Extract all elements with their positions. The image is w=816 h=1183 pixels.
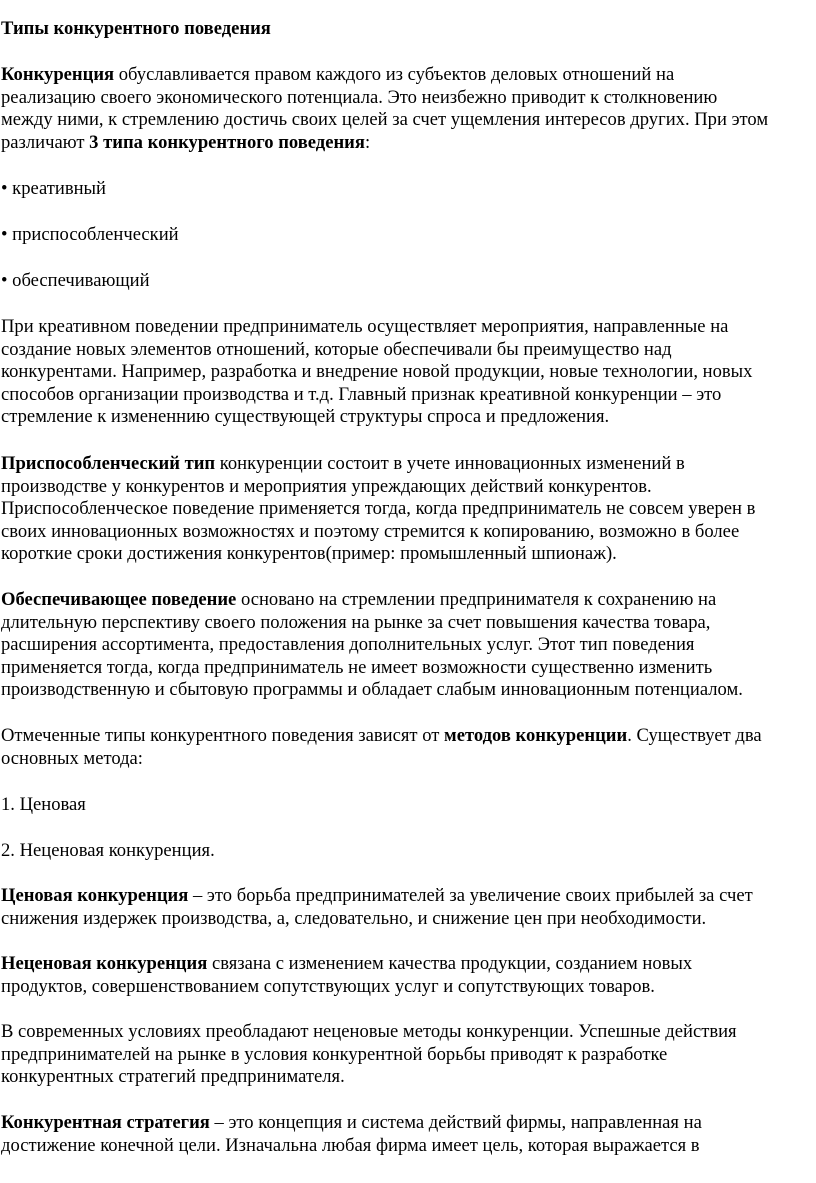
text-line: короткие сроки достижения конкурентов(пример: промышленный шпионаж). <box>1 543 617 564</box>
paragraph-supporting <box>1 589 815 702</box>
bold-term: Конкуренция <box>1 64 115 85</box>
text-line <box>1 725 815 748</box>
text-span: конкуренции состоит в учете инновационных изменений в <box>215 453 685 474</box>
text-line: создание новых элементов отношений, которые обеспечивали бы преимущество над <box>1 338 672 360</box>
text-line: применяется тогда, когда предприниматель не имеет возможности существенно изменить <box>1 656 713 678</box>
text-line: длительную перспективу своего положения на рынке за счет повышения качества товара, <box>1 611 711 633</box>
text-line: предпринимателей на рынке в условия конкурентной борьбы приводят к разработке <box>1 1043 668 1065</box>
text-span: : <box>364 131 371 153</box>
bold-term: Неценовая конкуренция <box>1 953 208 974</box>
paragraph-nonprice <box>1 953 815 998</box>
text-line: стремление к измененнию существующей структуры спроса и предложения. <box>1 406 610 427</box>
text-span: – это борьба предпринимателей за увеличение своих прибылей за счет <box>188 885 753 906</box>
text-span: связана с изменением качества продукции, созданием новых <box>207 953 693 974</box>
text-line: способов организации производства и т.д. Главный признак креативной конкуренции – это <box>1 383 722 405</box>
text-span: основано на стремлении предпринимателя к сохранению на <box>236 589 717 610</box>
text-line: снижения издержек производства, а, следовательно, и снижение цен при необходимости. <box>1 907 707 929</box>
text-line <box>1 1112 815 1135</box>
text-line: достижение конечной цели. Изначальна любая фирма имеет цель, которая выражается в <box>1 1134 700 1156</box>
paragraph-methods <box>1 725 815 770</box>
bullet-item: • приспособленческий <box>1 224 179 245</box>
bold-term: Конкурентная стратегия <box>1 1112 210 1133</box>
bold-term: Обеспечивающее поведение <box>1 589 237 610</box>
text-line <box>1 885 815 908</box>
text-line: производственную и сбытовую программы и обладает слабым инновационным потенциалом. <box>1 679 743 700</box>
paragraph-adaptive <box>1 453 815 566</box>
text-span: Отмеченные типы конкурентного поведения зависят от <box>1 725 445 746</box>
text-line <box>1 953 815 976</box>
text-span: – это концепция и система действий фирмы, направленная на <box>209 1112 702 1133</box>
paragraph-price <box>1 885 815 930</box>
paragraph-competition <box>1 64 815 154</box>
text-line <box>1 589 815 612</box>
text-line: расширения ассортимента, предоставления дополнительных услуг. Этот тип поведения <box>1 634 695 655</box>
text-line: производстве у конкурентов и мероприятия упреждающих действий конкурентов. <box>1 475 652 497</box>
method-item: 2. Неценовая конкуренция. <box>1 840 215 861</box>
text-span: различают <box>1 131 90 153</box>
title-text: Типы конкурентного поведения <box>1 18 271 39</box>
paragraph-strategy <box>1 1112 815 1157</box>
bullet-item: • креативный <box>1 178 106 199</box>
method-item: 1. Ценовая <box>1 794 86 815</box>
text-line: основных метода: <box>1 747 143 769</box>
bold-term: 3 типа конкурентного поведения <box>89 131 365 153</box>
text-line: Приспособленческое поведение применяется тогда, когда предприниматель не совсем уверен в <box>1 498 756 519</box>
paragraph-creative <box>1 316 815 429</box>
bold-term: методов конкуренции <box>444 725 628 746</box>
text-span: обуславливается правом каждого из субъектов деловых отношений на <box>114 64 675 85</box>
text-line: своих инновационных возможностях и поэтому стремится к копированию, возможно в более <box>1 520 740 542</box>
text-line: конкурентами. Например, разработка и внедрение новой продукции, новые технологии, новых <box>1 361 753 382</box>
bullet-item: • обеспечивающий <box>1 270 150 291</box>
text-line: При креативном поведении предприниматель осуществляет мероприятия, направленные на <box>1 316 729 337</box>
text-line: продуктов, совершенствованием сопутствующих услуг и сопутствующих товаров. <box>1 975 655 997</box>
text-line: В современных условиях преобладают неценовые методы конкуренции. Успешные действия <box>1 1021 737 1042</box>
text-line <box>1 132 815 155</box>
text-span: . Существует два <box>627 725 762 746</box>
text-line <box>1 453 815 476</box>
bold-term: Ценовая конкуренция <box>1 885 189 906</box>
bold-term: Приспособленческий тип <box>1 453 216 474</box>
text-line: конкурентных стратегий предпринимателя. <box>1 1066 345 1087</box>
text-line: реализацию своего экономического потенциала. Это неизбежно приводит к столкновению <box>1 86 718 108</box>
paragraph-modern <box>1 1021 815 1089</box>
text-line <box>1 64 815 87</box>
page-title <box>1 18 815 41</box>
text-line: между ними, к стремлению достичь своих целей за счет ущемления интересов других. При этом <box>1 109 769 130</box>
